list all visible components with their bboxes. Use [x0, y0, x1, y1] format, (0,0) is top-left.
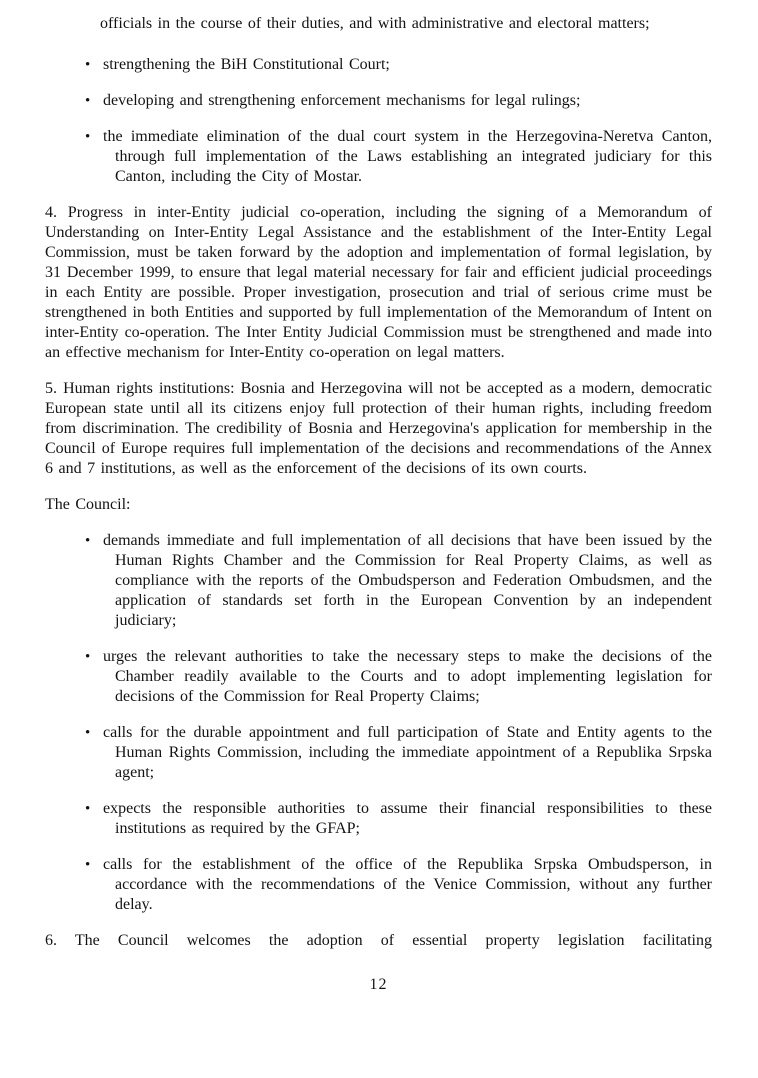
- list-item-text: calls for the durable appointment and full participation of State and Entity agents to the Human Rights Commission, including the immediate appointment of a Republika Srpska agent;: [103, 724, 712, 781]
- paragraph-6: 6. The Council welcomes the adoption of essential property legislation facilitating: [45, 932, 712, 949]
- bullet-icon: •: [85, 533, 91, 549]
- bullet-icon: •: [85, 649, 91, 665]
- bullet-icon: •: [85, 801, 91, 817]
- list-item-text: the immediate elimination of the dual court system in the Herzegovina-Neretva Canton, through full implementation of the Laws establishing an integrated judiciary for this Canton, including the City of Mostar.: [103, 128, 712, 185]
- continuation-text: officials in the course of their duties, and with administrative and electoral matters;: [100, 15, 650, 32]
- list-item: [85, 531, 712, 631]
- bullet-icon: •: [85, 129, 91, 145]
- list-item-text: calls for the establishment of the office of the Republika Srpska Ombudsperson, in accordance with the recommendations of the Venice Commission, without any further delay.: [103, 856, 712, 913]
- list-item: [85, 647, 712, 707]
- paragraph-5: 5. Human rights institutions: Bosnia and Herzegovina will not be accepted as a modern, democratic European state until all its citizens enjoy full protection of their human rights, including freedom from discrimination. The credibility of Bosnia and Herzegovina's application for membership in the Council of Europe requires full implementation of the decisions and recommendations of the Annex 6 and 7 institutions, as well as the enforcement of the decisions of its own courts.: [45, 380, 712, 477]
- bullet-icon: •: [85, 725, 91, 741]
- bullet-icon: •: [85, 93, 91, 109]
- bullet-icon: •: [85, 57, 91, 73]
- list-item-text: developing and strengthening enforcement mechanisms for legal rulings;: [103, 92, 581, 109]
- list-item: [85, 723, 712, 783]
- list-item-text: urges the relevant authorities to take the necessary steps to make the decisions of the Chamber readily available to the Courts and to adopt implementing legislation for decisions of the Commission for Real Property Claims;: [103, 648, 712, 705]
- list-item: [85, 55, 712, 75]
- list-item: [85, 799, 712, 839]
- list-item: [85, 91, 712, 111]
- paragraph-4: 4. Progress in inter-Entity judicial co-operation, including the signing of a Memorandum of Understanding on Inter-Entity Legal Assistance and the establishment of the Inter-Entity Legal Commission, must be taken forward by the adoption and implementation of formal legislation, by 31 December 1999, to ensure that legal material necessary for fair and efficient judicial proceedings in each Entity are possible. Proper investigation, prosecution and trial of serious crime must be strengthened in both Entities and supported by full implementation of the Memorandum of Intent on inter-Entity co-operation. The Inter Entity Judicial Commission must be strengthened and made into an effective mechanism for Inter-Entity co-operation on legal matters.: [45, 204, 712, 361]
- bullet-list-top: [45, 55, 712, 187]
- bullet-list-council: [45, 531, 712, 915]
- council-heading: The Council:: [45, 496, 131, 513]
- list-item-text: demands immediate and full implementation of all decisions that have been issued by the Human Rights Chamber and the Commission for Real Property Claims, as well as compliance with the reports of the Ombudsperson and Federation Ombudsmen, and the application of standards set forth in the European Convention by an independent judiciary;: [103, 532, 712, 629]
- list-item-text: expects the responsible authorities to assume their financial responsibilities to these institutions as required by the GFAP;: [103, 800, 712, 837]
- list-item: [85, 127, 712, 187]
- list-item: [85, 855, 712, 915]
- bullet-icon: •: [85, 857, 91, 873]
- page-number: 12: [369, 976, 388, 993]
- list-item-text: strengthening the BiH Constitutional Court;: [103, 56, 390, 73]
